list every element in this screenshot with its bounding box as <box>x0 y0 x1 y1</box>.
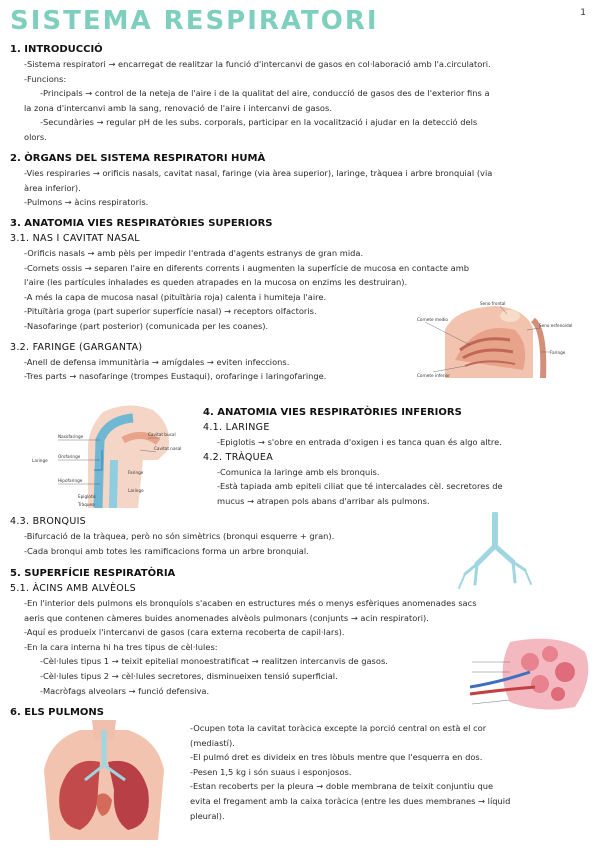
text-line: -Bifurcació de la tràquea, però no són simètrics (bronqui esquerre + gran). <box>24 531 335 541</box>
section-heading: 6. ELS PULMONS <box>10 707 104 718</box>
figure-label: Laringe <box>128 488 144 493</box>
text-line: -Cornets ossis → separen l'aire en diferents corrents i augmenten la superfície de mucosa en contacte amb <box>24 262 470 273</box>
subsection-heading: 5.1. ÀCINS AMB ALVÈOLS <box>10 583 136 594</box>
subsection-heading: 4.1. LARINGE <box>203 422 270 433</box>
subsection-heading: 4.2. TRÀQUEA <box>203 451 274 463</box>
section-heading: 3. ANATOMIA VIES RESPIRATÒRIES SUPERIORS <box>10 218 273 229</box>
figure-label: Orofaringe <box>58 454 81 459</box>
section-organs <box>10 151 590 210</box>
figure-label: Cornete medio <box>417 317 448 322</box>
section-heading: 5. SUPERFÍCIE RESPIRATÒRIA <box>10 568 176 579</box>
figure-label: Tràquea <box>78 502 95 507</box>
text-line: -Pesen 1,5 kg i són suaus i esponjosos. <box>190 766 352 777</box>
text-line: -Nasofaringe (part posterior) (comunicada per les coanes). <box>24 320 269 331</box>
text-line: -Ocupen tota la cavitat toràcica excepte la porció central on està el cor <box>190 723 487 733</box>
figure-label: Seno frontal <box>480 301 506 306</box>
text-line: -En l'interior dels pulmons els bronquíols s'acaben en estructures més o menys esfèriques anomenades sacs <box>24 598 477 608</box>
alveoli-figure <box>470 632 595 714</box>
text-line: -Sistema respiratori → encarregat de realitzar la funció d'intercanvi de gasos en col·laboració amb l'a.circulatori. <box>24 59 491 69</box>
text-line: -Aquí es produeix l'intercanvi de gasos (cara externa recoberta de capil·lars). <box>24 627 345 638</box>
text-line: la zona d'intercanvi amb la sang, renovació de l'aire i intercanvi de gasos. <box>24 102 332 113</box>
text-line: -Estan recoberts per la pleura → doble membrana de teixit conjuntiu que <box>190 781 494 792</box>
text-line: -Pituïtària groga (part superior superfície nasal) → receptors olfactoris. <box>24 306 317 317</box>
subsection-heading: 4.3. BRONQUIS <box>10 516 87 527</box>
text-line: -Cèl·lules tipus 1 → teixit epitelial monoestratificat → realitzen intercanvis de gasos. <box>40 656 388 667</box>
figure-label: Cornete inferior <box>417 373 450 378</box>
pharynx-larynx-figure <box>28 400 198 510</box>
page-title: SISTEMA RESPIRATORI <box>10 6 379 36</box>
figure-label: Faringe <box>550 350 566 355</box>
figure-label: Faringe <box>128 470 144 475</box>
figure-label: Hipofaringe <box>58 478 83 483</box>
lungs-figure <box>30 720 178 840</box>
text-line: (mediastí). <box>190 737 235 748</box>
figure-label: Seno esfenoidal <box>539 323 573 328</box>
text-line: mucus → atrapen pols abans d'arribar als pulmons. <box>217 495 430 506</box>
text-line: -Comunica la laringe amb els bronquis. <box>217 466 380 477</box>
text-line: l'aire (les partícules inhalades es queden atrapades en la mucosa on enzims les destruiran). <box>24 277 408 288</box>
section-heading: 4. ANATOMIA VIES RESPIRATÒRIES INFERIORS <box>203 407 462 418</box>
text-line: pleural). <box>190 810 225 821</box>
text-line: olors. <box>24 131 47 142</box>
text-line: -En la cara interna hi ha tres tipus de cèl·lules: <box>24 641 218 652</box>
text-line: -Tres parts → nasofaringe (trompes Eustaqui), orofaringe i laringofaringe. <box>24 371 327 382</box>
figure-label: Epiglotis <box>78 494 96 499</box>
text-line: -A més la capa de mucosa nasal (pituïtària roja) calenta i humiteja l'aire. <box>24 291 327 302</box>
page-number: 1 <box>580 8 586 18</box>
section-vies-inferiors <box>203 405 593 508</box>
subsection-heading: 3.1. NAS I CAVITAT NASAL <box>10 233 140 244</box>
pulmons-text <box>190 721 595 823</box>
text-line: -Principals → control de la neteja de l'aire i de la qualitat del aire, conducció de gasos des de l'exterior fins a <box>40 88 490 99</box>
text-line: -Orificis nasals → amb pèls per impedir l'entrada d'agents estranys de gran mida. <box>24 248 364 258</box>
text-line: -Secundàries → regular pH de les subs. corporals, participar en la vocalització i ajudar en la detecció dels <box>40 117 478 128</box>
text-line: -Vies respiraries → orificis nasals, cavitat nasal, faringe (via àrea superior), laringe, tràquea i arbre bronquial (via <box>24 168 493 178</box>
section-heading: 2. ÒRGANS DEL SISTEMA RESPIRATORI HUMÀ <box>10 153 266 164</box>
text-line: -Cèl·lules tipus 2 → cèl·lules secretores, disminueixen tensió superficial. <box>40 670 338 681</box>
subsection-heading: 3.2. FARINGE (GARGANTA) <box>10 341 143 353</box>
text-line: -Anell de defensa immunitària → amígdales → eviten infeccions. <box>24 356 290 367</box>
text-line: -Epiglotis → s'obre en entrada d'oxigen i es tanca quan és algo altre. <box>217 437 502 447</box>
text-line: -Pulmons → àcins respiratoris. <box>24 197 149 208</box>
text-line: -Macròfags alveolars → funció defensiva. <box>40 685 210 696</box>
section-introduccio <box>10 42 590 145</box>
text-line: -Està tapiada amb epiteli ciliat que té intercalades cèl. secretores de <box>217 481 503 492</box>
section-heading: 1. INTRODUCCIÓ <box>10 44 103 55</box>
text-line: aeris que contenen càmeres buides anomenades alvèols pulmonars (conjunts → acin respiratori). <box>24 612 429 623</box>
text-line: -Funcions: <box>24 73 67 84</box>
figure-label: Cavitat bucal <box>148 432 176 437</box>
section-bronquis <box>10 514 450 558</box>
figure-label: Laringe <box>32 458 48 463</box>
text-line: -Cada bronqui amb totes les ramificacions forma un arbre bronquial. <box>24 545 309 556</box>
nasal-cavity-figure <box>415 300 585 380</box>
text-line: àrea inferior). <box>24 182 81 193</box>
figure-label: Cavitat nasal <box>154 446 182 451</box>
text-line: -El pulmó dret es divideix en tres lòbuls mentre que l'esquerra en dos. <box>190 752 483 763</box>
text-line: evita el fregament amb la caixa toràcica (entre les dues membranes → líquid <box>190 795 511 806</box>
figure-label: Nasofaringe <box>58 434 84 439</box>
section-pulmons <box>10 705 190 720</box>
